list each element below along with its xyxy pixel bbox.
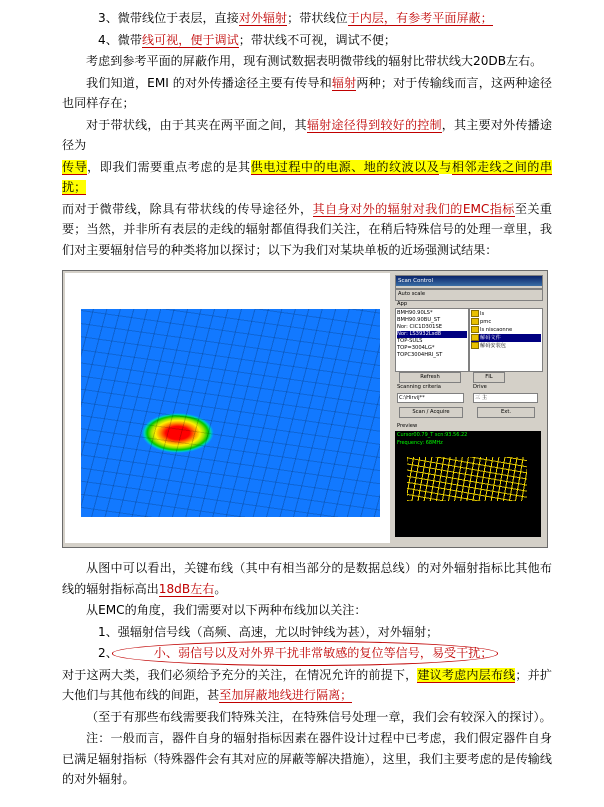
figure-3d-surface-plot <box>65 273 390 543</box>
drive-field[interactable]: 三 主 <box>473 393 538 403</box>
wireframe-preview-plot <box>407 457 527 501</box>
text-run: 从图中可以看出，关键布线（其中有相当部分的是数据总线）的对外辐射指标比其他布线的辐射指标高出 <box>62 561 552 596</box>
text-run: 。 <box>214 581 227 596</box>
text-run: （至于有那些布线需要我们特殊关注，在特殊信号处理一章，我们会有较深入的探讨）。 <box>86 709 552 724</box>
text-run-underline: 线可视，便于调试 <box>141 32 239 47</box>
paragraph <box>62 643 552 664</box>
paragraph <box>62 622 552 643</box>
window-title: Scan Control <box>396 276 542 286</box>
paragraph <box>62 157 552 198</box>
paragraph <box>62 558 552 599</box>
folder-icon <box>471 318 479 325</box>
text-run-underline: 于内层，有参考平面屏蔽； <box>347 11 493 25</box>
folder-item-label[interactable]: ls niscaonne <box>480 327 513 333</box>
refresh-button[interactable]: Refresh <box>399 372 461 383</box>
paragraph <box>62 728 552 790</box>
text-run: 从EMC的角度，我们需要对以下两种布线加以关注： <box>86 603 367 617</box>
folder-item-label[interactable]: ls <box>480 311 485 317</box>
folder-icon <box>471 342 479 349</box>
paragraph <box>62 707 552 728</box>
text-run: 对于带状线，由于其夹在两平面之间，其 <box>86 117 307 132</box>
text-run: 3、微带线位于表层，直接 <box>98 11 239 25</box>
preview-header: Preview <box>397 423 418 429</box>
list-item[interactable]: TOPC3004HRI_ST <box>397 352 443 358</box>
folder-item-label[interactable]: pmc <box>480 319 492 325</box>
text-run: 至关重要；当然，并非所有表层的走线的辐射都值得我们关注，在稍后特殊信号的处理一章里，我们对主要辐射信号的种类将加以探讨；以下为我们对某块单板的近场强测试结果： <box>62 201 552 257</box>
list-item[interactable]: Nor: CIC1D301SE <box>397 324 443 330</box>
folder-item-label[interactable]: 解码安装包 <box>480 343 506 349</box>
paragraph <box>62 199 552 261</box>
folder-list[interactable] <box>469 308 543 372</box>
paragraph <box>62 665 552 706</box>
list-item <box>471 318 541 326</box>
text-run: ，其主要对外传播途径为 <box>62 117 552 152</box>
list-item <box>471 326 541 334</box>
text-run: 2、 <box>98 646 118 660</box>
list-item[interactable]: TOP-SULS <box>397 338 423 344</box>
list-item[interactable]: BMH90.90LS* <box>397 310 433 316</box>
text-run: ，即我们需要重点考虑的是其 <box>87 159 251 174</box>
text-run-highlight: 相邻走线之间的串扰； <box>62 159 552 194</box>
scanning-criteria-field[interactable]: C:\Hirvij** <box>397 393 464 403</box>
plot-margin-left <box>65 273 81 543</box>
text-run-underline: 对外辐射 <box>238 11 288 25</box>
text-run: ；带状线位 <box>287 11 348 25</box>
list-item[interactable]: TOP=3004LG* <box>397 345 435 351</box>
toolbar[interactable] <box>395 289 543 301</box>
list-item[interactable]: BMH90.90BU_ST <box>397 317 441 323</box>
text-run-highlight: 与 <box>439 159 452 174</box>
fill-button[interactable]: FIL <box>473 372 505 383</box>
plot-margin-top <box>65 273 390 309</box>
text-run: 我们知道，EMI 的对外传播途径主要有传导和 <box>86 75 332 90</box>
text-run: 4、微带 <box>98 32 142 47</box>
list-item <box>471 310 541 318</box>
text-run-highlight: 传导 <box>62 159 88 174</box>
text-run: ；并扩大他们与其他布线的间距，甚 <box>62 667 552 702</box>
scan-file-list[interactable] <box>395 308 469 372</box>
text-run: 考虑到参考平面的屏蔽作用，现有测试数据表明微带线的辐射比带状线大20DB左右。 <box>86 54 543 68</box>
plot-margin-right <box>380 273 390 543</box>
frequency-readout: Frequency: 68MHz <box>397 440 443 446</box>
toolbar-autoscale-label[interactable]: Auto scale <box>398 291 426 297</box>
text-run-underline: 其自身对外的辐射对我们的EMC指标 <box>312 201 515 216</box>
preview-pane <box>395 431 541 537</box>
text-run-underline: 至加屏蔽地线进行隔离； <box>219 688 353 702</box>
text-run-underline: 辐射途径得到较好的控制 <box>306 117 442 132</box>
scan-window-titlebar-container <box>395 275 543 289</box>
text-run-highlight: 供电过程中的电源、地的纹波以及 <box>250 159 440 174</box>
exit-button[interactable]: Ext. <box>477 407 535 418</box>
figure-scan-software-panel <box>393 273 545 543</box>
paragraph <box>62 8 552 29</box>
paragraph <box>62 51 552 72</box>
text-run-annotated: 小、弱信号以及对外界干扰非常敏感的复位等信号，易受干扰； <box>153 646 493 660</box>
tree-root-label: App <box>397 301 408 307</box>
paragraph <box>62 30 552 51</box>
paragraph <box>62 115 552 156</box>
text-run-underline: 辐射 <box>331 75 357 90</box>
text-run: 注：一般而言，器件自身的辐射指标因素在器件设计过程中已考虑，我们假定器件自身已满足辐射指标（特殊器件会有其对应的屏蔽等解决措施），这里，我们主要考虑的是传输线的对外辐射。 <box>62 731 552 786</box>
cursor-readout: Cursor00.79_T scn:93.56.22 <box>397 432 468 438</box>
paragraph <box>62 600 552 621</box>
scan-acquire-button[interactable]: Scan / Acquire <box>399 407 463 418</box>
text-run: 而对于微带线，除具有带状线的传导途径外， <box>62 201 313 216</box>
folder-icon <box>471 310 479 317</box>
drive-label: Drive <box>473 384 487 390</box>
text-run-highlight: 建议考虑内层布线 <box>417 667 516 682</box>
near-field-scan-figure <box>62 270 548 548</box>
folder-item-label[interactable]: 解码文件 <box>480 335 501 341</box>
list-item-selected <box>471 334 541 342</box>
paragraph <box>62 73 552 114</box>
document-body <box>62 8 552 791</box>
scanning-criteria-label: Scanning criteria <box>397 384 441 390</box>
folder-icon <box>471 334 479 341</box>
surface-wireframe-grid <box>73 283 381 533</box>
text-run-underline: 18dB左右 <box>158 581 215 596</box>
plot-margin-bottom <box>65 517 390 543</box>
text-run: 两种；对于传输线而言，这两种途径也同样存在； <box>62 75 552 110</box>
text-run: 对于这两大类，我们必须给予充分的关注，在情况允许的前提下， <box>62 667 418 682</box>
list-item-selected[interactable]: Nor: LS3932Lsd8 <box>397 331 467 338</box>
text-run: 1、强辐射信号线（高频、高速，尤以时钟线为甚），对外辐射； <box>98 624 439 639</box>
folder-icon <box>471 326 479 333</box>
text-run: ；带状线不可视，调试不便； <box>238 32 396 47</box>
list-item <box>471 342 541 350</box>
